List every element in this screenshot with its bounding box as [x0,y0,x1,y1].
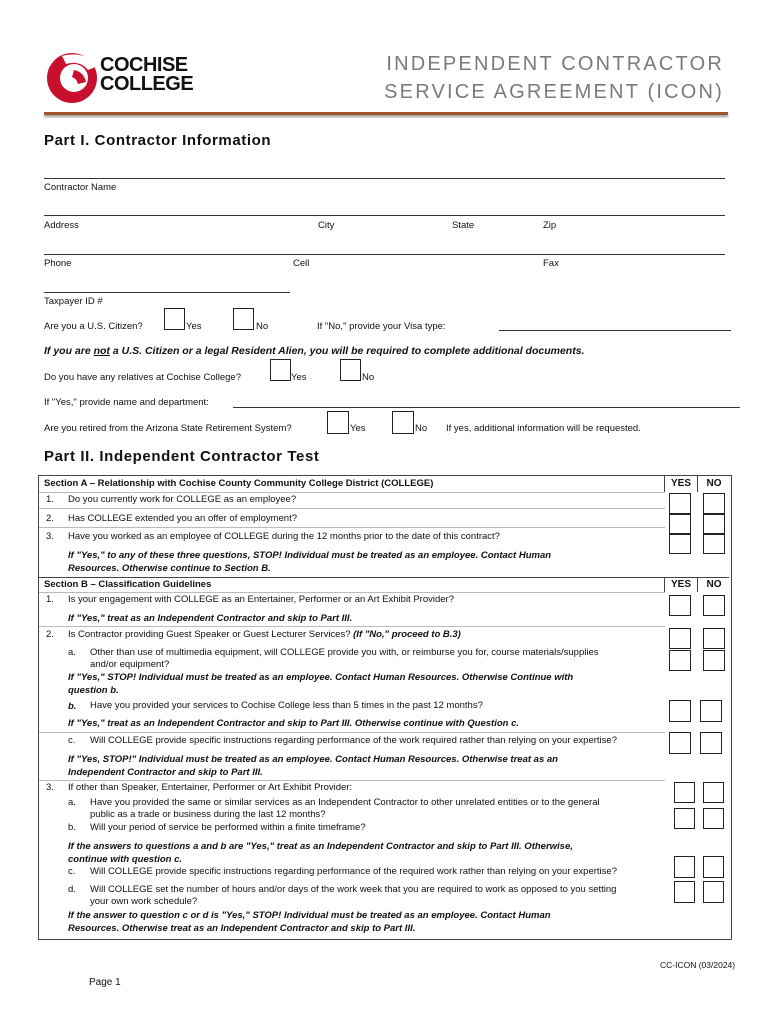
yes-column-header-b: YES [670,579,691,590]
retired-question: Are you retired from the Arizona State Retirement System? [44,423,292,434]
b3b-no-checkbox[interactable] [703,808,724,829]
logo-line-1: COCHISE [100,54,188,76]
relatives-yes-label: Yes [291,372,307,383]
a1-yes-checkbox[interactable] [669,493,691,514]
b3c-letter: c. [68,866,76,877]
b2a-letter: a. [68,647,76,658]
contractor-name-label: Contractor Name [44,182,117,193]
b3-number: 3. [46,782,54,793]
b2c-question: Will COLLEGE provide specific instructions regarding performance of the work required rather than relying on your expertise? [90,735,617,746]
retired-note: If yes, additional information will be requested. [446,423,641,434]
b3d-letter: d. [68,884,76,895]
b2a-no-checkbox[interactable] [703,650,725,671]
no-column-header-b: NO [706,579,722,590]
college-logo [44,48,224,106]
cell-label: Cell [293,258,310,269]
a2-question: Has COLLEGE extended you an offer of employment? [68,513,298,524]
b3b-yes-checkbox[interactable] [674,808,695,829]
retired-yes-label: Yes [350,423,366,434]
citizen-yes-label: Yes [186,321,202,332]
b3a-no-checkbox[interactable] [703,782,724,803]
b1-yes-checkbox[interactable] [669,595,691,616]
address-label: Address [44,220,79,231]
fax-label: Fax [543,258,559,269]
logo-swoosh-icon [44,48,100,106]
b3b-letter: b. [68,822,76,833]
state-label: State [452,220,475,231]
b2a-stop-note: If "Yes," STOP! Individual must be treated as an employee. Contact Human Resources. Otherwise Continue with question b. [68,672,574,696]
contractor-name-line[interactable] [44,178,725,179]
b3d-yes-checkbox[interactable] [674,881,695,903]
a1-question: Do you currently work for COLLEGE as an employee? [68,494,297,505]
row-divider [39,508,665,509]
section-b-heading: Section B – Classification Guidelines [44,579,212,590]
phone-line[interactable] [44,254,725,255]
part1-heading: Part I. Contractor Information [44,132,272,149]
a3-no-checkbox[interactable] [703,534,725,554]
a3-question: Have you worked as an employee of COLLEGE during the 12 months prior to the date of this contract? [68,531,500,542]
b2c-no-checkbox[interactable] [700,732,722,754]
a1-no-checkbox[interactable] [703,493,725,514]
a1-number: 1. [46,494,54,505]
b3c-no-checkbox[interactable] [703,856,724,878]
table-col-divider-2 [697,476,698,492]
b2-question: Is Contractor providing Guest Speaker or Guest Lecturer Services? (If "No," proceed to B.3) [68,629,461,640]
relatives-no-checkbox[interactable] [340,359,361,381]
b3d-no-checkbox[interactable] [703,881,724,903]
part2-heading: Part II. Independent Contractor Test [44,448,320,465]
b2-no-checkbox[interactable] [703,628,725,649]
a2-number: 2. [46,513,54,524]
citizen-no-checkbox[interactable] [233,308,254,330]
b3d-question: Will COLLEGE set the number of hours and/or days of the work week that you are required to work as opposed to you setting your own work schedule? [90,884,617,907]
b2a-question: Other than use of multimedia equipment, will COLLEGE provide you with, or reimburse you for, course materials/supplies and/or equipment? [90,647,599,670]
table-col-divider-4 [697,578,698,592]
section-a-heading: Section A – Relationship with Cochise County Community College District (COLLEGE) [44,478,434,489]
yes-column-header: YES [670,478,691,489]
b3a-yes-checkbox[interactable] [674,782,695,803]
title-line-2: SERVICE AGREEMENT (ICON) [384,81,724,103]
citizen-warning: If you are not a U.S. Citizen or a legal Resident Alien, you will be required to complete additional documents. [44,345,585,357]
relatives-detail-label: If "Yes," provide name and department: [44,397,209,408]
b2b-question: Have you provided your services to Cochise College less than 5 times in the past 12 months? [90,700,483,711]
b2-yes-checkbox[interactable] [669,628,691,649]
document-title [324,50,724,106]
no-column-header: NO [706,478,722,489]
b3ab-note: If the answers to questions a and b are "Yes," treat as an Independent Contractor and skip to Part III. Otherwise, continue with question c. [68,841,573,865]
address-line[interactable] [44,215,725,216]
taxpayer-label: Taxpayer ID # [44,296,103,307]
retired-no-checkbox[interactable] [392,411,414,434]
logo-line-2: COLLEGE [100,73,194,95]
row-divider [39,626,665,627]
citizen-question: Are you a U.S. Citizen? [44,321,143,332]
b2b-note: If "Yes," treat as an Independent Contractor and skip to Part III. Otherwise continue with Question c. [68,718,520,729]
city-label: City [318,220,335,231]
b3-question: If other than Speaker, Entertainer, Performer or Art Exhibit Provider: [68,782,353,793]
b2-number: 2. [46,629,54,640]
header-rule [44,112,728,115]
b3cd-stop-note: If the answer to question c or d is "Yes," STOP! Individual must be treated as an employee. Contact Human Resources. Otherwise treat as an Independent Contractor and skip to Part III. [68,910,551,934]
table-col-divider-1 [664,476,665,492]
phone-label: Phone [44,258,72,269]
citizen-yes-checkbox[interactable] [164,308,185,330]
b2a-yes-checkbox[interactable] [669,650,691,671]
row-divider [39,732,665,733]
b2c-letter: c. [68,735,76,746]
title-line-1: INDEPENDENT CONTRACTOR [386,53,724,75]
b3a-letter: a. [68,797,76,808]
form-code: CC-ICON (03/2024) [660,960,736,970]
page-number: Page 1 [89,977,121,988]
row-divider [39,492,665,493]
relatives-no-label: No [362,372,375,383]
visa-label: If "No," provide your Visa type: [317,321,446,332]
a2-no-checkbox[interactable] [703,514,725,534]
b1-number: 1. [46,594,54,605]
b3a-question: Have you provided the same or similar services as an Independent Contractor to other unrelated entities or to the general public as a trade or business during the last 12 months? [90,797,600,820]
b1-question: Is your engagement with COLLEGE as an Entertainer, Performer or an Art Exhibit Provider? [68,594,454,605]
visa-type-line[interactable] [499,330,731,331]
relatives-question: Do you have any relatives at Cochise College? [44,372,241,383]
b3c-yes-checkbox[interactable] [674,856,695,878]
b3b-question: Will your period of service be performed within a finite timeframe? [90,822,366,833]
a2-yes-checkbox[interactable] [669,514,691,534]
row-divider [39,577,729,578]
row-divider [39,780,665,781]
taxpayer-line[interactable] [44,292,290,293]
row-divider [39,592,665,593]
a-stop-note: If "Yes," to any of these three questions, STOP! Individual must be treated as an employee. Contact Human Resources. Otherwise continue to Section B. [68,550,552,574]
citizen-no-label: No [256,321,269,332]
b2b-yes-checkbox[interactable] [669,700,691,722]
b2c-stop-note: If "Yes, STOP!" Individual must be treated as an employee. Contact Human Resources. Otherwise treat as an Independent Contractor and skip to Part III. [68,754,558,778]
b3c-question: Will COLLEGE provide specific instructions regarding performance of the required work rather than relying on your expertise? [90,866,617,877]
retired-no-label: No [415,423,428,434]
a3-yes-checkbox[interactable] [669,534,691,554]
b2b-no-checkbox[interactable] [700,700,722,722]
b2c-yes-checkbox[interactable] [669,732,691,754]
zip-label: Zip [543,220,557,231]
b2b-letter: b. [68,701,77,712]
a3-number: 3. [46,531,54,542]
b1-no-checkbox[interactable] [703,595,725,616]
b1-note: If "Yes," treat as an Independent Contractor and skip to Part III. [68,613,353,624]
relatives-yes-checkbox[interactable] [270,359,291,381]
relatives-detail-line[interactable] [233,407,740,408]
retired-yes-checkbox[interactable] [327,411,349,434]
row-divider [39,527,665,528]
table-col-divider-3 [664,578,665,592]
